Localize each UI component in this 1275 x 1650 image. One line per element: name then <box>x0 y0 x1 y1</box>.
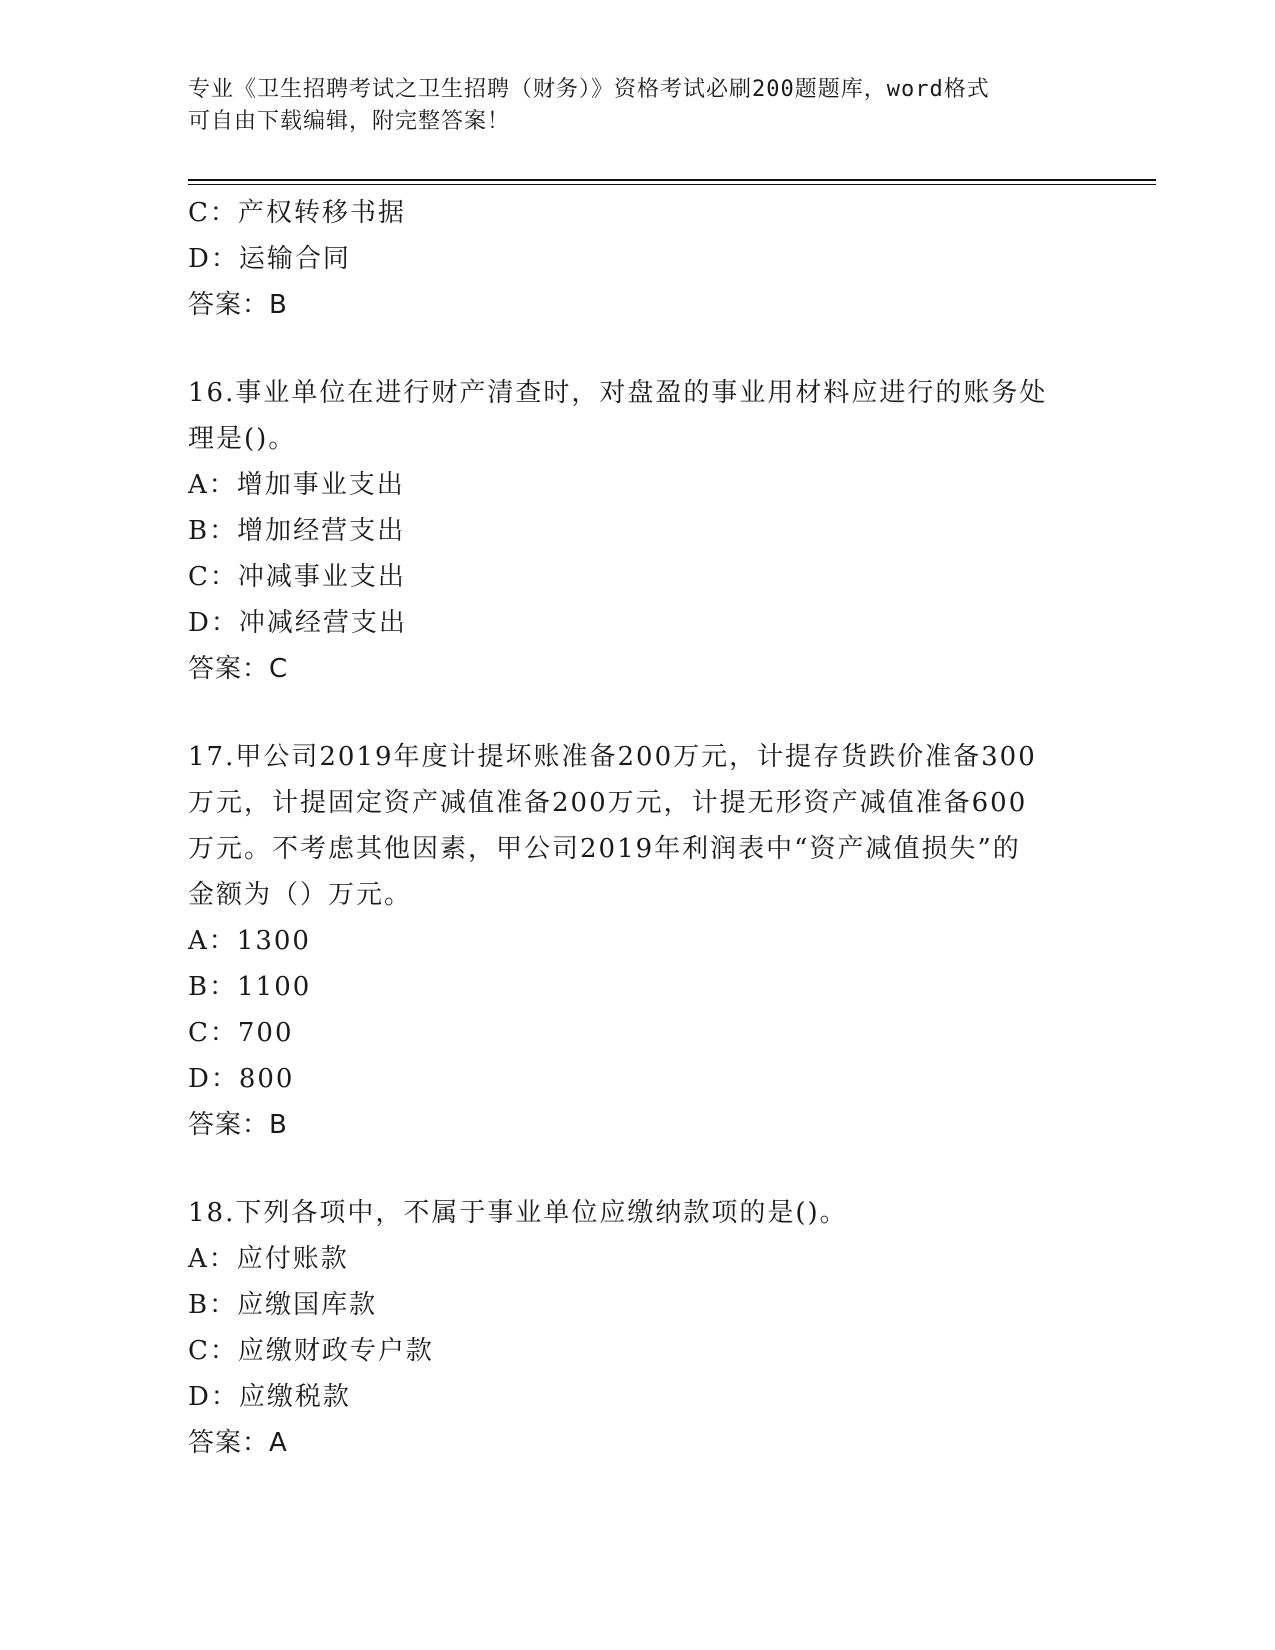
answer-line: 答案：B <box>188 290 288 320</box>
option-b: B：应缴国库款 <box>188 1290 378 1320</box>
option-b: B：增加经营支出 <box>188 516 406 546</box>
question-18 <box>188 1190 1088 1466</box>
answer-line: 答案：C <box>188 654 289 684</box>
option-c: C：冲减事业支出 <box>188 562 406 592</box>
spacer <box>188 328 1088 370</box>
option-d: D：800 <box>188 1064 295 1094</box>
header-rule-thick <box>188 179 1156 181</box>
question-15-tail <box>188 190 1088 328</box>
question-text-line: 16.事业单位在进行财产清查时，对盘盈的事业用材料应进行的账务处 <box>188 378 1048 408</box>
question-text-line: 理是()。 <box>188 424 297 454</box>
option-b: B：1100 <box>188 972 312 1002</box>
question-text-line: 17.甲公司2019年度计提坏账准备200万元，计提存货跌价准备300 <box>188 742 1037 772</box>
option-c: C：应缴财政专户款 <box>188 1336 434 1366</box>
option-c: C：700 <box>188 1018 294 1048</box>
option-d: D：应缴税款 <box>188 1382 351 1412</box>
header-line-2: 可自由下载编辑，附完整答案！ <box>188 109 511 134</box>
spacer <box>188 1148 1088 1190</box>
option-a: A：增加事业支出 <box>188 470 405 500</box>
option-c: C：产权转移书据 <box>188 198 406 228</box>
question-text-line: 金额为（）万元。 <box>188 880 413 910</box>
header-line-1: 专业《卫生招聘考试之卫生招聘（财务）》资格考试必刷200题题库，word格式 <box>188 77 990 102</box>
header-rule-thin <box>188 184 1156 185</box>
question-text-line: 万元，计提固定资产减值准备200万元，计提无形资产减值准备600 <box>188 788 1028 818</box>
question-text-line: 万元。不考虑其他因素，甲公司2019年利润表中“资产减值损失”的 <box>188 834 1021 864</box>
option-a: A：应付账款 <box>188 1244 349 1274</box>
question-16 <box>188 370 1088 692</box>
option-d: D：运输合同 <box>188 244 351 274</box>
option-d: D：冲减经营支出 <box>188 608 407 638</box>
document-header <box>188 74 1068 138</box>
question-text-line: 18.下列各项中，不属于事业单位应缴纳款项的是()。 <box>188 1198 848 1228</box>
option-a: A：1300 <box>188 926 311 956</box>
question-17 <box>188 734 1088 1148</box>
answer-line: 答案：B <box>188 1110 288 1140</box>
document-body <box>188 190 1088 1466</box>
spacer <box>188 692 1088 734</box>
answer-line: 答案：A <box>188 1428 288 1458</box>
